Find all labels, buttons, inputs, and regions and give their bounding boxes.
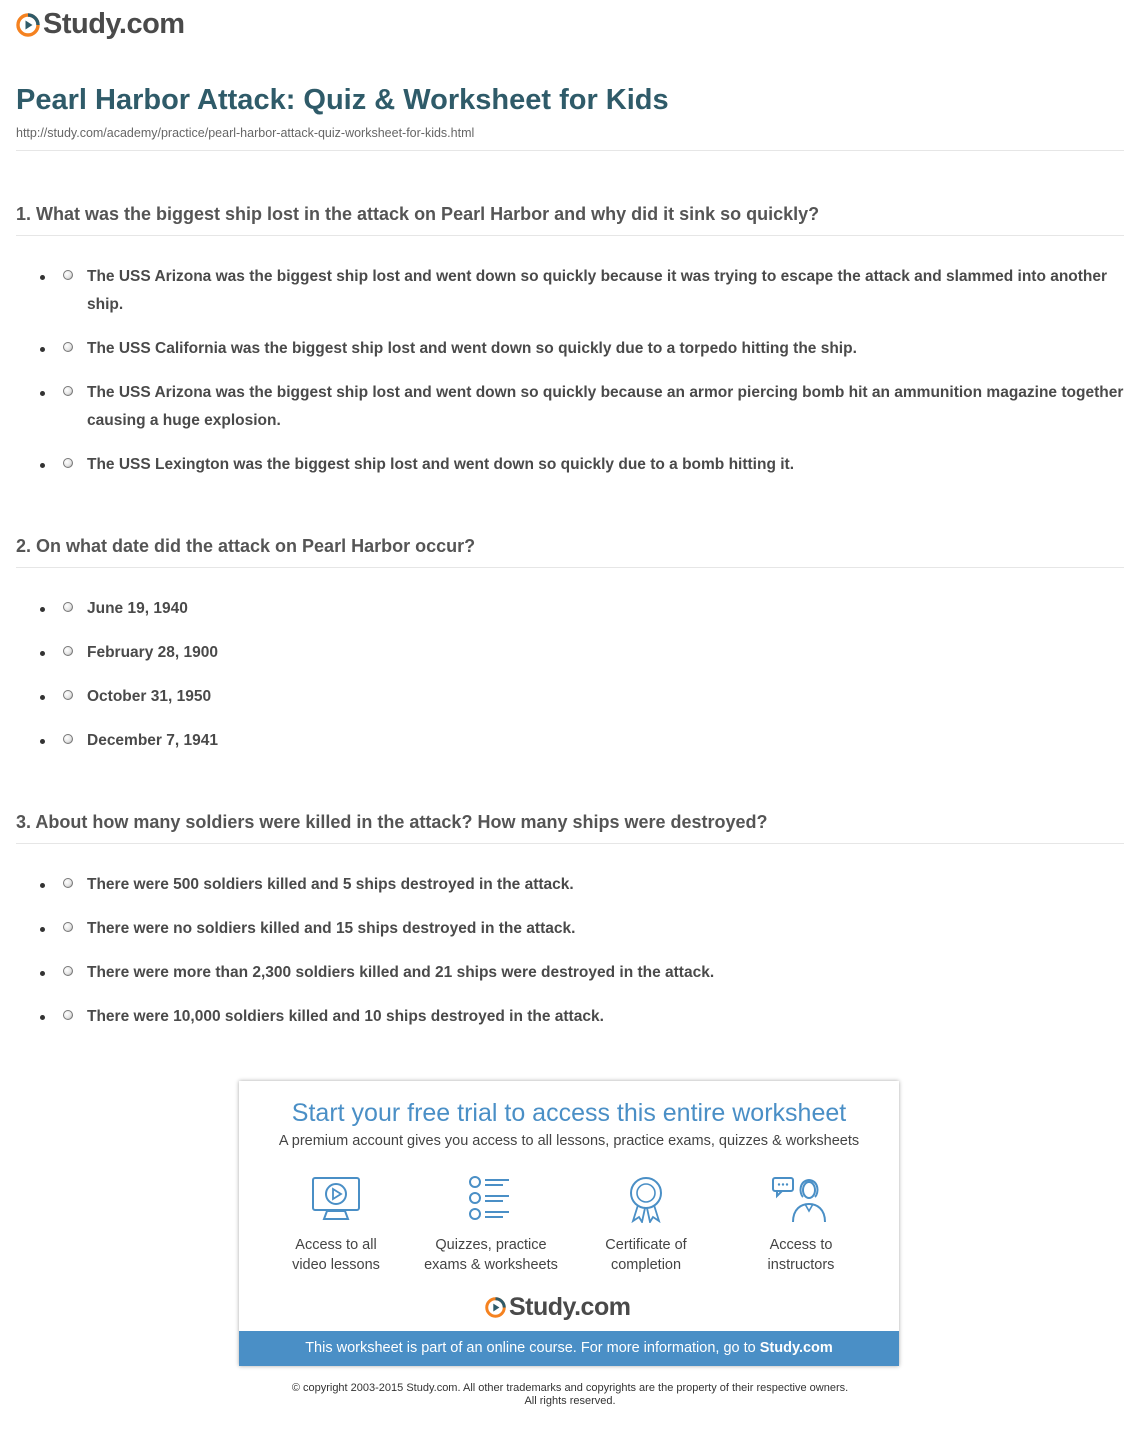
- rights-text: All rights reserved.: [524, 1395, 616, 1407]
- play-logo-icon: [485, 1297, 506, 1318]
- study-link[interactable]: Study.com: [759, 1340, 833, 1356]
- feature-label-line: Access to all: [295, 1237, 377, 1253]
- bullet: [40, 463, 45, 468]
- logo-text: Study.com: [43, 8, 185, 40]
- answer-list: [16, 263, 1124, 479]
- feature-label: [726, 1235, 876, 1275]
- bullet: [40, 347, 45, 352]
- question-text: 3. About how many soldiers were killed in the attack? How many ships were destroyed?: [16, 812, 1124, 844]
- answer-option[interactable]: [16, 639, 1124, 667]
- feature-label-line: Quizzes, practice: [435, 1237, 547, 1253]
- radio-button[interactable]: [63, 646, 73, 656]
- bullet: [40, 391, 45, 396]
- answer-text: There were 10,000 soldiers killed and 10 ships destroyed in the attack.: [87, 1008, 604, 1025]
- answer-list: [16, 595, 1124, 755]
- answer-option[interactable]: [16, 915, 1124, 943]
- feature-label-line: instructors: [767, 1257, 835, 1273]
- answer-text: December 7, 1941: [87, 732, 218, 749]
- question-text: 2. On what date did the attack on Pearl Harbor occur?: [16, 536, 1124, 568]
- answer-text: October 31, 1950: [87, 688, 212, 705]
- course-info-bar[interactable]: [239, 1331, 899, 1366]
- answer-text: February 28, 1900: [87, 644, 218, 661]
- page-title: Pearl Harbor Attack: Quiz & Worksheet for Kids: [16, 84, 669, 116]
- feature-label-line: completion: [610, 1257, 682, 1273]
- answer-option[interactable]: [16, 727, 1124, 755]
- feature-label: [416, 1235, 566, 1275]
- bullet: [40, 651, 45, 656]
- feature-label-line: Certificate of: [605, 1237, 687, 1253]
- feature-label: [571, 1235, 721, 1275]
- answer-list: [16, 871, 1124, 1031]
- feature-quizzes: [416, 1175, 566, 1275]
- answer-option[interactable]: [16, 1003, 1124, 1031]
- bullet: [40, 695, 45, 700]
- radio-button[interactable]: [63, 602, 73, 612]
- bullet: [40, 971, 45, 976]
- feature-label-line: video lessons: [292, 1257, 380, 1273]
- free-trial-promo[interactable]: [239, 1081, 899, 1366]
- question-text: 1. What was the biggest ship lost in the attack on Pearl Harbor and why did it sink so quickly?: [16, 204, 1124, 236]
- feature-instructors: [726, 1175, 876, 1275]
- study-logo-bottom[interactable]: [485, 1293, 630, 1322]
- radio-button[interactable]: [63, 734, 73, 744]
- study-logo[interactable]: [16, 8, 185, 41]
- bullet: [40, 275, 45, 280]
- radio-button[interactable]: [63, 878, 73, 888]
- answer-text: The USS California was the biggest ship lost and went down so quickly due to a torpedo hitting the ship.: [87, 340, 857, 357]
- answer-option[interactable]: [16, 335, 1124, 363]
- question-1: [16, 204, 1124, 479]
- radio-button[interactable]: [63, 690, 73, 700]
- radio-button[interactable]: [63, 1010, 73, 1020]
- radio-button[interactable]: [63, 342, 73, 352]
- bullet: [40, 927, 45, 932]
- copyright: [0, 1382, 1140, 1408]
- answer-text: The USS Arizona was the biggest ship lost and went down so quickly because an armor piercing bomb hit an ammunition magazine together causing a huge explosion.: [87, 384, 1124, 429]
- bullet: [40, 1015, 45, 1020]
- radio-button[interactable]: [63, 922, 73, 932]
- feature-label-line: exams & worksheets: [424, 1257, 558, 1273]
- answer-option[interactable]: [16, 959, 1124, 987]
- page-url[interactable]: http://study.com/academy/practice/pearl-harbor-attack-quiz-worksheet-for-kids.html: [16, 126, 475, 140]
- question-2: [16, 536, 1124, 755]
- answer-option[interactable]: [16, 451, 1124, 479]
- answer-option[interactable]: [16, 263, 1124, 319]
- answer-text: There were 500 soldiers killed and 5 ships destroyed in the attack.: [87, 876, 574, 893]
- play-logo-icon: [16, 13, 40, 37]
- answer-text: The USS Arizona was the biggest ship lost and went down so quickly because it was trying to escape the attack and slammed into another ship.: [87, 268, 1108, 313]
- feature-certificate: [571, 1175, 721, 1275]
- answer-option[interactable]: [16, 683, 1124, 711]
- question-3: [16, 812, 1124, 1031]
- video-lesson-icon: [310, 1175, 362, 1223]
- quiz-list-icon: [465, 1175, 517, 1223]
- answer-option[interactable]: [16, 595, 1124, 623]
- promo-subtitle: A premium account gives you access to all lessons, practice exams, quizzes & worksheets: [278, 1133, 860, 1149]
- answer-option[interactable]: [16, 379, 1124, 435]
- answer-text: The USS Lexington was the biggest ship lost and went down so quickly due to a bomb hitting it.: [87, 456, 794, 473]
- header-divider: [16, 150, 1124, 151]
- instructor-icon: [771, 1175, 831, 1223]
- feature-label: [261, 1235, 411, 1275]
- answer-text: There were more than 2,300 soldiers killed and 21 ships were destroyed in the attack.: [87, 964, 715, 981]
- certificate-icon: [620, 1175, 672, 1223]
- radio-button[interactable]: [63, 458, 73, 468]
- answer-option[interactable]: [16, 871, 1124, 899]
- bullet: [40, 883, 45, 888]
- radio-button[interactable]: [63, 270, 73, 280]
- bullet: [40, 607, 45, 612]
- radio-button[interactable]: [63, 966, 73, 976]
- copyright-text: © copyright 2003-2015 Study.com. All other trademarks and copyrights are the property of their respective owners.: [291, 1382, 849, 1394]
- promo-title[interactable]: Start your free trial to access this entire worksheet: [291, 1099, 847, 1127]
- radio-button[interactable]: [63, 386, 73, 396]
- answer-text: There were no soldiers killed and 15 ships destroyed in the attack.: [87, 920, 576, 937]
- bullet: [40, 739, 45, 744]
- answer-text: June 19, 1940: [87, 600, 188, 617]
- feature-label-line: Access to: [769, 1237, 833, 1253]
- course-info-text: This worksheet is part of an online course. For more information, go to: [305, 1340, 760, 1356]
- logo-text: Study.com: [509, 1293, 631, 1321]
- feature-video-lessons: [261, 1175, 411, 1275]
